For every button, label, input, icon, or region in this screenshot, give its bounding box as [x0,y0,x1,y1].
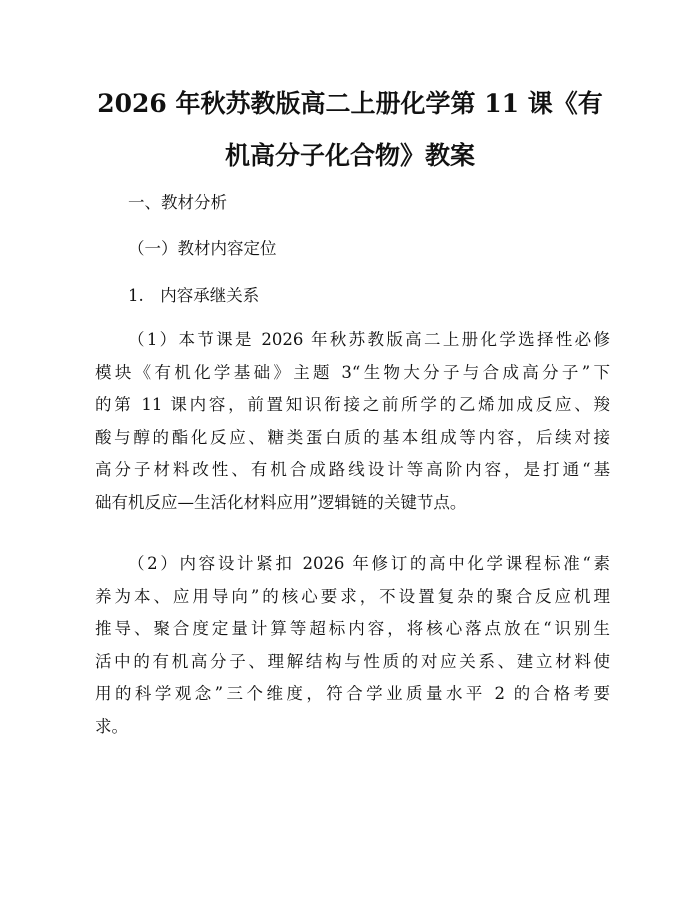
paragraph-line: 用的科学观念”三个维度，符合学业质量水平 2 的合格考要 [95,684,610,703]
paragraph-line: 养为本、应用导向”的核心要求，不设置复杂的聚合反应机理 [95,586,610,606]
paragraph-line: 模块《有机化学基础》主题 3“生物大分子与合成高分子”下 [95,362,610,382]
paragraph-line: 求。 [95,716,128,736]
paragraph-line: 的第 11 课内容，前置知识衔接之前所学的乙烯加成反应、羧 [95,395,610,414]
title-line: 机高分子化合物》教案 [224,141,475,170]
paragraph-line: 活中的有机高分子、理解结构与性质的对应关系、建立材料使 [95,651,610,671]
paragraph-line: （2）内容设计紧扣 2026 年修订的高中化学课程标准“素 [128,554,610,573]
title-line: 2026 年秋苏教版高二上册化学第 11 课《有 [97,89,603,118]
paragraph-1 [95,324,610,519]
item-heading-content-relationship: 1. 内容承继关系 [128,286,260,305]
paragraph-line: 酸与醇的酯化反应、糖类蛋白质的基本组成等内容，后续对接 [95,427,610,447]
paragraph-line: 础有机反应—生活化材料应用”逻辑链的关键节点。 [95,492,467,512]
subsection-heading-content-positioning: （一）教材内容定位 [128,239,277,258]
section-heading-textbook-analysis: 一、教材分析 [128,193,227,212]
paragraph-line: 推导、聚合度定量计算等超标内容，将核心落点放在“识别生 [95,619,610,638]
document-title [95,78,605,182]
paragraph-line: （1）本节课是 2026 年秋苏教版高二上册化学选择性必修 [128,330,610,349]
paragraph-line: 高分子材料改性、有机合成路线设计等高阶内容，是打通“基 [95,460,610,479]
paragraph-2 [95,548,610,743]
